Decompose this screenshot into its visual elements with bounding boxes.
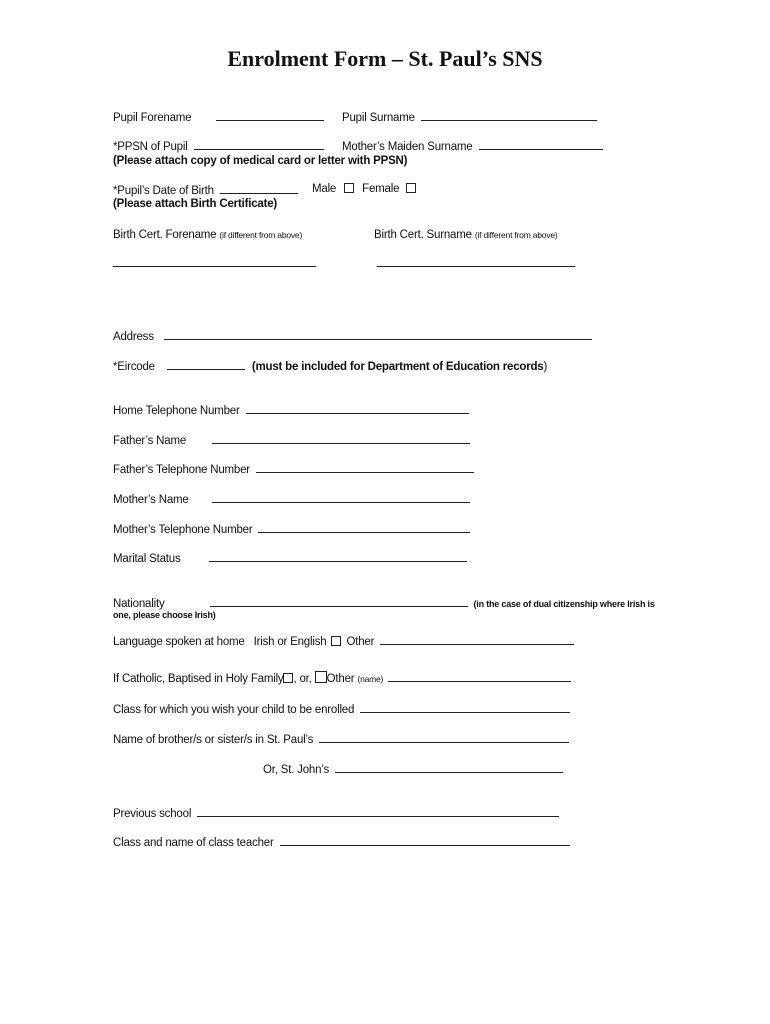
nationality-row [113, 596, 655, 610]
holy-family-checkbox[interactable] [283, 673, 293, 683]
pupil-forename-field[interactable] [216, 110, 324, 121]
st-johns-field[interactable] [335, 762, 563, 773]
mothers-name-row [113, 492, 470, 506]
catholic-other-checkbox[interactable] [315, 671, 327, 683]
eircode-field[interactable] [167, 359, 245, 370]
language-other-field[interactable] [380, 634, 574, 645]
home-tel-row [113, 403, 469, 417]
mothers-maiden-label: Mother’s Maiden Surname [342, 141, 473, 153]
language-row [113, 634, 574, 648]
catholic-name-note: (name) [357, 674, 384, 684]
dob-row [113, 183, 298, 197]
previous-school-row [113, 806, 559, 820]
mothers-tel-field[interactable] [258, 522, 470, 533]
catholic-or-label: , or, [293, 673, 312, 685]
fathers-name-row [113, 433, 470, 447]
gender-row [312, 183, 418, 195]
class-field[interactable] [360, 702, 570, 713]
siblings-label: Name of brother/s or sister/s in St. Paul’s [113, 734, 314, 746]
mothers-name-label: Mother’s Name [113, 494, 189, 506]
pupil-forename-label: Pupil Forename [113, 112, 192, 124]
eircode-note: (must be included for Department of Education records [251, 361, 544, 373]
marital-status-row [113, 551, 467, 565]
class-row [113, 702, 570, 716]
dob-note: (Please attach Birth Certificate) [113, 198, 278, 210]
home-tel-field[interactable] [246, 403, 469, 414]
language-irish-english-checkbox[interactable] [331, 636, 341, 646]
dob-field[interactable] [220, 183, 298, 194]
fathers-tel-field[interactable] [256, 462, 474, 473]
fathers-tel-label: Father’s Telephone Number [113, 464, 250, 476]
ppsn-note: (Please attach copy of medical card or letter with PPSN) [113, 155, 408, 167]
eircode-label: *Eircode [113, 361, 155, 373]
st-johns-label: Or, St. John’s [263, 764, 330, 776]
home-tel-label: Home Telephone Number [113, 405, 240, 417]
st-johns-row [263, 762, 563, 776]
address-label: Address [113, 331, 154, 343]
nationality-label: Nationality [113, 598, 165, 610]
birth-cert-surname-row [374, 229, 558, 241]
fathers-tel-row [113, 462, 474, 476]
class-teacher-row [113, 835, 570, 849]
mothers-maiden-field[interactable] [479, 139, 603, 150]
fathers-name-label: Father’s Name [113, 435, 187, 447]
previous-school-label: Previous school [113, 808, 192, 820]
siblings-field[interactable] [319, 732, 569, 743]
ppsn-field[interactable] [194, 139, 324, 150]
marital-status-field[interactable] [209, 551, 467, 562]
birth-cert-forename-label: Birth Cert. Forename [113, 229, 217, 241]
mothers-maiden-row [342, 139, 603, 153]
ppsn-label: *PPSN of Pupil [113, 141, 188, 153]
birth-cert-surname-note: (if different from above) [474, 230, 558, 240]
address-field[interactable] [164, 329, 592, 340]
form-title: Enrolment Form – St. Paul’s SNS [227, 46, 543, 71]
eircode-row [113, 359, 547, 373]
birth-cert-surname-field-row [377, 256, 575, 270]
birth-cert-surname-label: Birth Cert. Surname [374, 229, 472, 241]
dob-label: *Pupil’s Date of Birth [113, 185, 214, 197]
birth-cert-forename-row [113, 229, 302, 241]
nationality-field[interactable] [210, 596, 468, 607]
language-other-label: Other [346, 636, 375, 648]
pupil-surname-row [342, 110, 597, 124]
male-label: Male [312, 183, 337, 195]
class-teacher-field[interactable] [280, 835, 570, 846]
nationality-note-2: one, please choose Irish) [113, 610, 216, 620]
address-row [113, 329, 592, 343]
language-label: Language spoken at home [113, 636, 245, 648]
marital-status-label: Marital Status [113, 553, 181, 565]
catholic-other-field[interactable] [388, 671, 571, 682]
catholic-other-label: Other [326, 673, 355, 685]
birth-cert-forename-field-row [113, 256, 316, 270]
siblings-row [113, 732, 569, 746]
birth-cert-surname-field[interactable] [377, 256, 575, 267]
birth-cert-forename-note: (if different from above) [219, 230, 303, 240]
female-label: Female [362, 183, 400, 195]
class-teacher-label: Class and name of class teacher [113, 837, 274, 849]
pupil-surname-field[interactable] [421, 110, 597, 121]
mothers-name-field[interactable] [212, 492, 470, 503]
catholic-row [113, 671, 571, 685]
birth-cert-forename-field[interactable] [113, 256, 316, 267]
mothers-tel-label: Mother’s Telephone Number [113, 524, 253, 536]
eircode-note-paren: ) [543, 361, 548, 373]
nationality-note: (in the case of dual citizenship where Irish is [473, 599, 655, 609]
fathers-name-field[interactable] [212, 433, 470, 444]
language-irish-english-label: Irish or English [253, 636, 327, 648]
pupil-forename-row [113, 110, 324, 124]
ppsn-row [113, 139, 324, 153]
female-checkbox[interactable] [406, 183, 416, 193]
pupil-surname-label: Pupil Surname [342, 112, 415, 124]
mothers-tel-row [113, 522, 470, 536]
class-label: Class for which you wish your child to be enrolled [113, 704, 355, 716]
male-checkbox[interactable] [344, 183, 354, 193]
catholic-label: If Catholic, Baptised in Holy Family [113, 673, 284, 685]
previous-school-field[interactable] [197, 806, 559, 817]
